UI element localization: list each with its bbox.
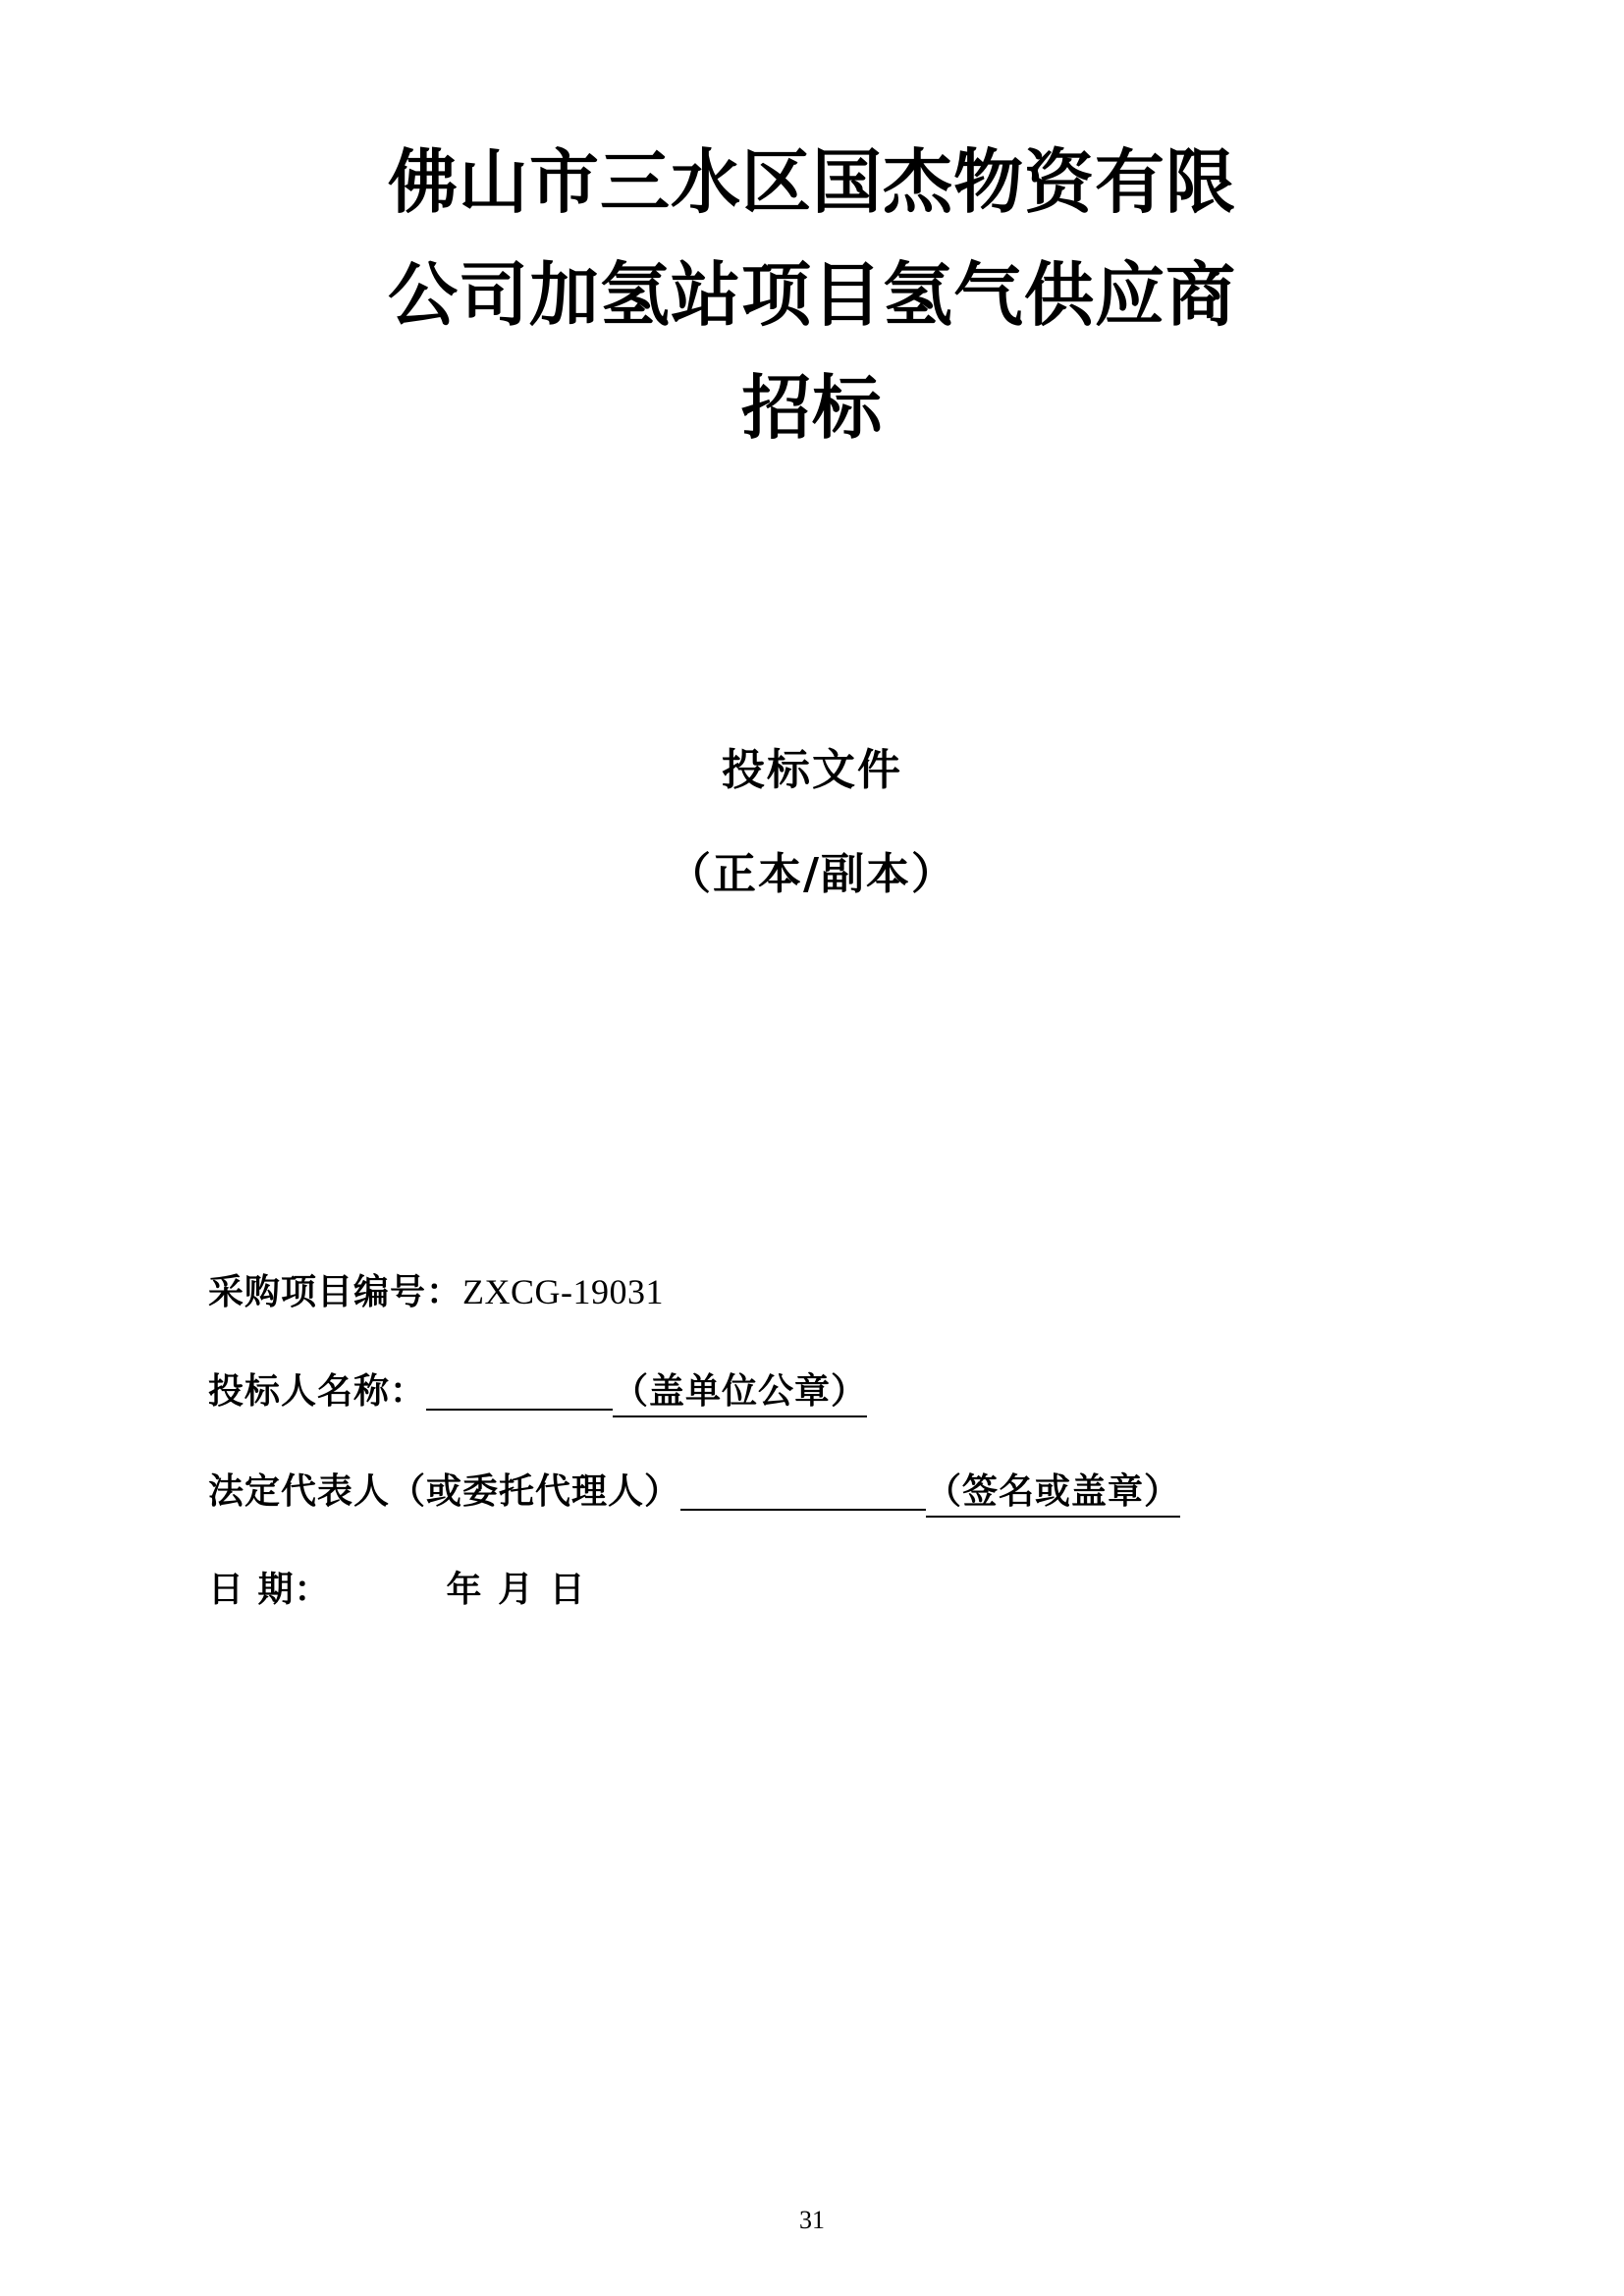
- title-line-1: 佛山市三水区国杰物资有限: [387, 141, 1236, 223]
- title-line-3: 招标: [740, 367, 883, 450]
- document-subtitle-block: [196, 745, 1428, 900]
- date-label: 日 期：: [208, 1570, 331, 1611]
- field-bidder-name: [208, 1371, 1428, 1411]
- title-line-2: 公司加氢站项目氢气供应商: [387, 254, 1236, 337]
- field-project-number: [208, 1272, 1428, 1313]
- bidder-name-blank[interactable]: [426, 1371, 613, 1411]
- date-value[interactable]: 年 月 日: [446, 1570, 587, 1611]
- legal-rep-note: （签名或盖章）: [926, 1471, 1180, 1518]
- page-title: [196, 0, 1428, 464]
- copy-designation: （正本/副本）: [667, 849, 957, 900]
- page-number: 31: [799, 2206, 825, 2234]
- project-number-value: ZXCG-19031: [462, 1272, 665, 1312]
- bidder-name-note: （盖单位公章）: [613, 1371, 867, 1417]
- legal-rep-blank[interactable]: [680, 1471, 926, 1511]
- field-date: [208, 1570, 1428, 1611]
- project-number-label: 采购项目编号：: [208, 1272, 463, 1313]
- document-subtitle: 投标文件: [722, 745, 902, 796]
- bidder-name-label: 投标人名称：: [208, 1371, 427, 1413]
- form-fields: [196, 1272, 1428, 1611]
- legal-rep-label: 法定代表人（或委托代理人）: [208, 1471, 681, 1513]
- field-legal-representative: [208, 1471, 1428, 1511]
